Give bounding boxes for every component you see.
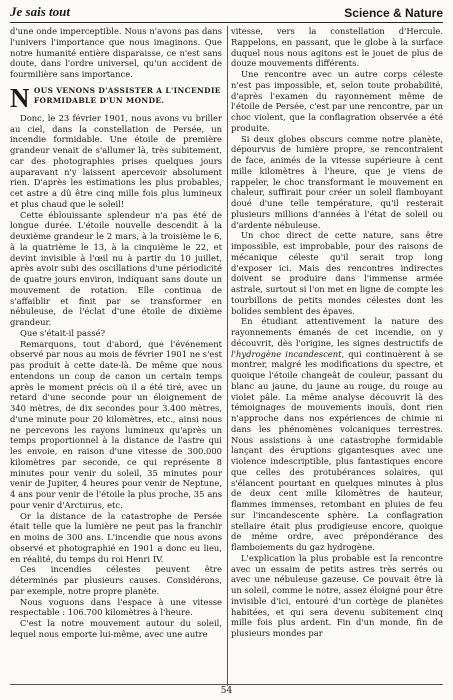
left-column: [10, 26, 222, 692]
section-heading-text: OUS VENONS D'ASSISTER A L'INCENDIE FORMIDABLE D'UN MONDE.: [33, 85, 221, 105]
footer-rule: [10, 684, 443, 685]
drop-cap: N: [10, 85, 30, 109]
section-name: Science & Nature: [344, 6, 443, 20]
text-columns: [10, 26, 443, 692]
paragraph: Un choc direct de cette nature, sans être impossible, est improbable, pour des raisons de mécanique céleste qu'il serait trop long d'exposer ici. Mais des rencontres indirectes doivent se produire dans l'immense armée astrale, surtout si l'on met en ligne de compte les tourbillons de petits mondes célestes dont les bolides semblent des épaves.: [231, 230, 443, 316]
paragraph: Que s'était-il passé?: [20, 327, 106, 338]
paragraph: Nous voguons dans l'espace à une vitesse respectable : 106.700 kilomètres à l'heure.: [10, 596, 222, 618]
magazine-title: Je sais tout: [10, 4, 70, 19]
section-heading: [10, 86, 222, 109]
paragraph: Ces incendies célestes peuvent être déterminés par plusieurs causes. Considérons, par exemple, notre propre planète.: [10, 564, 222, 596]
paragraph: Cette éblouissante splendeur n'a pas été de longue durée. L'étoile nouvelle descendit à la deuxième grandeur le 2 mars, à la troisième le 6, à la quatrième le 13, à la cinquième le 22, et devint invisible à l'œil nu à partir du 10 juillet, après avoir subi des oscillations d'une périodicité de quatre jours environ, indiquant sans doute un mouvement de rotation. Elle continua de s'affaiblir et finit par se transformer en nébuleuse, de l'éclat d'une étoile de dixième grandeur.: [10, 209, 222, 327]
paragraph: Donc, le 23 février 1901, nous avons vu briller au ciel, dans la constellation de Persée, un incendie formidable. Une étoile de première grandeur venait de s'allumer là, très subitement, car des photographies prises quelques jours auparavant n'y laissent apercevoir absolument rien. D'après les estimations les plus probables, cet astre a dû être cinq mille fois plus lumineux et plus chaud que le soleil!: [10, 112, 222, 209]
paragraph: Remarquons, tout d'abord, que l'événement observé par nous au mois de février 1901 ne s'est pas produit à cette date-là. De même que nous entendons un coup de canon un certain temps après le moment précis où il a été tiré, avec un retard d'une seconde pour un éloignement de 340 mètres, de dix secondes pour 3.400 mètres, d'une minute pour 20 kilomètres, etc., ainsi nous ne percevons les rayons lumineux qu'après un temps proportionnel à la distance de l'astre qui les envoie, en raison d'une vitesse de 300.000 kilomètres par seconde, ce qui représente 8 minutes pour venir du soleil, 35 minutes pour venir de Jupiter, 4 heures pour venir de Neptune, 4 ans pour venir de l'étoile la plus proche, 35 ans pour venir d'Arcturus, etc.: [10, 338, 222, 510]
page-number: 54: [220, 686, 233, 696]
paragraph: Or la distance de la catastrophe de Persée était telle que la lumière ne peut pas la franchir en moins de 300 ans. L'incendie que nous avons observé et photographié en 1901 a donc eu lieu, en réalité, du temps du roi Henri IV.: [10, 510, 222, 564]
right-column: [231, 26, 443, 692]
paragraph: Si deux globes obscurs comme notre planète, dépourvus de lumière propre, se rencontraient de face, animés de la vitesse supérieure à cent mille kilomètres à l'heure, que je viens de rappeler, le choc transformant le mouvement en chaleur, suffirait pour créer un soleil flamboyant doué d'une telle température, qu'il resterait plusieurs millions d'années à l'état de soleil ou d'ardente nébuleuse.: [231, 133, 443, 230]
paragraph: vitesse, vers la constellation d'Hercule. Rappelons, en passant, que le globe à la surface duquel nous nous agitons est le jouet de plus de douze mouvements différents.: [231, 26, 443, 69]
column-divider: [227, 26, 228, 686]
paragraph: C'est la notre mouvement autour du soleil, lequel nous emporte lui-même, avec une autre: [10, 618, 222, 639]
paragraph: d'une onde imperceptible. Nous n'avons pas dans l'univers l'importance que nous imaginons. Que notre humanité entière disparaisse, ce n'est sans doute, dans l'ordre universel, qu'un accident de fourmilière sans importance.: [10, 26, 222, 79]
italic-phrase: l'hydrogène incandescent: [231, 348, 342, 359]
running-header: [10, 4, 443, 20]
paragraph: L'explication la plus probable est la rencontre avec un essaim de petits astres très serrés ou avec une nébuleuse gazeuse. Ce pouvait être là un soleil, comme le notre, assez éloigné pour être invisible d'ici, entouré d'un cortège de planètes habitées, et qui sera devenu subitement cinq mille fois plus ardent. Fin d'un monde, fin de plusieurs mondes par: [231, 552, 443, 638]
header-rule: [10, 22, 443, 23]
paragraph: Une rencontre avec un autre corps céleste n'est pas impossible, et, selon toute probabilité, d'après l'examen du rayonnement même de l'étoile de Persée, c'est par une rencontre, par un choc violent, que la conflagration observée a été produite.: [231, 69, 443, 133]
paragraph: En étudiant attentivement la nature des rayonnements émanés de cet incendie, on y découvrit, dès l'origine, les signes destructifs de l'hydrogène incandescent, qui continuèrent à se montrer, malgré les modifications du spectre, et quoique l'étoile changeât de couleur, passant du blanc au jaune, du jaune au rouge, du rouge au violet pâle. La même analyse découvrit là des témoignages de mouvements inouïs, dont rien n'approche dans nos expériences de chimie ni dans les phénomènes volcaniques terrestres. Nous assistions à une catastrophe formidable lançant des éruptions gigantesques avec une violence indescriptible, plus fantastiques encore que celles des protubérances solaires, qui s'élancent pourtant en quelques minutes à plus de deux cent mille kilomètres de hauteur, flammes immenses, retombant en pluies de feu sur l'incandescente sphère. La conflagration stellaire était plus prodigieuse encore, quoique de même ordre, avec prépondérance des flamboiements du gaz hydrogène.: [231, 316, 443, 552]
